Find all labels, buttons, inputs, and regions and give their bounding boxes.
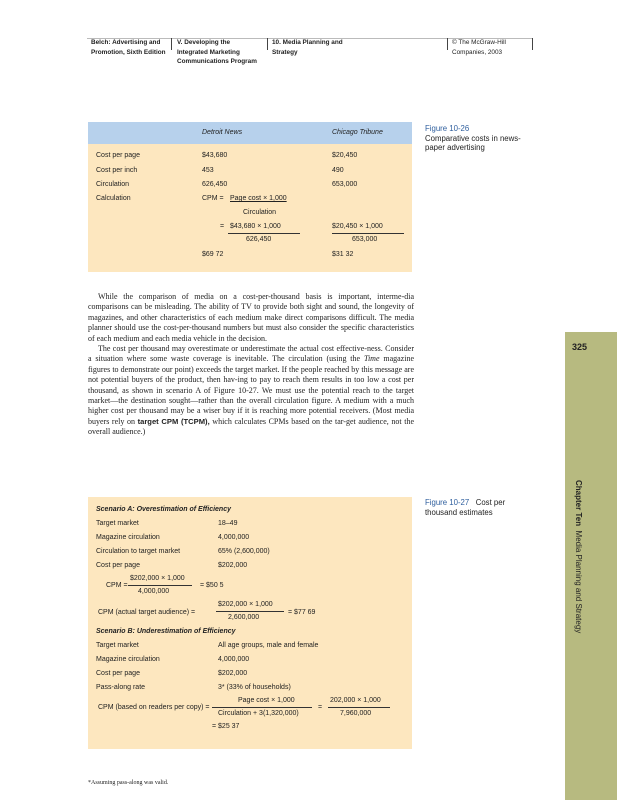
cpm-denominator: 4,000,000 [138,588,170,595]
chicago-denominator: 653,000 [352,236,378,243]
paragraph-2 [88,344,414,438]
header-divider [532,38,533,50]
cpm-formula-denominator: Circulation [243,209,277,216]
chapter-label: Chapter Ten [574,480,583,527]
header-chapter [272,38,343,57]
tcpm-label: CPM (actual target audience) = [98,609,196,616]
cpm-b-label: CPM (based on readers per copy) = [98,704,210,711]
text-run: which calculates CPMs based on the tar-get audience, not the overall audience.) [88,416,414,437]
cell-detroit: 453 [202,167,214,174]
cpm-b-denominator: Circulation + 3(1,320,000) [218,710,299,717]
text-run: The cost per thousand may overestimate or underestimate the actual cost effective-ness. Consider a situation where some waste coverage is inevitable. The circulation (using the [88,344,414,364]
equals-sign: = [220,223,225,230]
row-label: Pass-along rate [96,684,146,691]
figure-10-27-caption [425,498,505,517]
cpm-b-denominator-2: 7,960,000 [340,710,372,717]
detroit-numerator: $43,680 × 1,000 [230,223,281,230]
footnote: *Assuming pass-along was valid. [88,780,169,786]
header-copyright-line2: Companies, 2003 [452,48,503,56]
fraction-bar [212,707,312,708]
header-part [177,38,257,67]
fraction-bar [228,233,300,234]
header-divider [171,38,172,50]
page-number: 325 [572,342,588,352]
cell-detroit: 626,450 [202,181,228,188]
cpm-b-numerator-2: 202,000 × 1,000 [330,697,381,704]
text-run: magazine figures to demonstrate our point) exceeds the target market. If the people reached by this message are not potential buyers of the product, then hav-ing to pay to reach them results in too low a cost per thousand, as shown in scenario A of Figure 10-27. We must use the potential reach to the target market—the destination sought—rather than the overall circulation figure. A medium with a much higher cost per thousand may be a wiser buy if it is reaching more potential receivers. (Most media buyers rely on [88,354,414,426]
paragraph-1: While the comparison of media on a cost-per-thousand basis is important, interme-dia comparisons can be misleading. The ability of TV to provide both sight and sound, the longevity of magazines, and other characteristics of each medium make direct comparisons difficult. The media planner should use the cost-per-thousand numbers but must also consider the specific characteristics of each medium and each media vehicle in the decision. [88,292,414,343]
body-text [88,292,414,438]
fraction-bar [332,233,404,234]
detroit-denominator: 626,450 [246,236,272,243]
cpm-formula-numerator: Page cost × 1,000 [230,195,287,202]
row-label: Cost per page [96,562,140,569]
row-value: $202,000 [218,562,248,569]
fraction-bar [128,585,192,586]
header-part-line3: Communications Program [177,58,257,65]
caption-line: paper advertising [425,143,485,152]
col-header-chicago-tribune: Chicago Tribune [332,129,383,136]
row-label: Cost per page [96,152,140,159]
header-chapter-line1: 10. Media Planning and [272,39,343,46]
chapter-title: Media Planning and Strategy [574,530,583,634]
row-value: 3* (33% of households) [218,684,291,691]
header-chapter-line2: Strategy [272,48,298,56]
row-value: 18–49 [218,520,238,527]
cell-chicago: 490 [332,167,344,174]
tcpm-denominator: 2,600,000 [228,614,260,621]
equals-sign: = [318,704,323,711]
scenario-b-title: Scenario B: Underestimation of Efficiency [96,628,236,635]
cpm-result: = $50 5 [200,582,224,589]
header-book-line2: Promotion, Sixth Edition [91,48,166,56]
caption-line: Comparative costs in news- [425,133,521,143]
row-value: All age groups, male and female [218,642,319,649]
row-label: Magazine circulation [96,534,160,541]
row-label: Target market [96,642,139,649]
header-part-line2: Integrated Marketing [177,48,240,56]
row-label: Cost per page [96,670,140,677]
cpm-formula-label: CPM = [202,195,224,202]
row-label: Cost per inch [96,167,138,174]
fraction-bar [328,707,390,708]
chicago-numerator: $20,450 × 1,000 [332,223,383,230]
cell-detroit: $43,680 [202,152,228,159]
row-label: Circulation [96,181,130,188]
figure-number: Figure 10-26 [425,124,470,133]
header-copyright-line1: © The McGraw-Hill [452,39,506,46]
col-header-detroit-news: Detroit News [202,129,243,136]
header-part-line1: V. Developing the [177,39,231,46]
figure-10-27-table [88,497,412,749]
row-value: 4,000,000 [218,656,250,663]
caption-text: Cost per [475,498,506,507]
row-value: 4,000,000 [218,534,250,541]
scenario-a-title: Scenario A: Overestimation of Efficiency [96,506,231,513]
cell-chicago: 653,000 [332,181,358,188]
cell-chicago: $20,450 [332,152,358,159]
tcpm-numerator: $202,000 × 1,000 [218,601,273,608]
cpm-numerator: $202,000 × 1,000 [130,575,185,582]
detroit-cpm-result: $69 72 [202,251,224,258]
figure-number: Figure 10-27 [425,498,470,507]
figure-10-26-caption [425,124,521,153]
figure-10-26-table [88,122,412,272]
italic-text: Time [363,354,380,364]
cpm-b-numerator: Page cost × 1,000 [238,697,295,704]
tcpm-result: = $77 69 [288,609,316,616]
header-copyright [452,38,506,57]
row-label: Magazine circulation [96,656,160,663]
cpm-label: CPM = [106,582,128,589]
caption-line [425,498,505,508]
row-value: 65% (2,600,000) [218,548,270,555]
header-divider [447,38,448,50]
row-value: $202,000 [218,670,248,677]
header-book-line1: Belch: Advertising and [91,39,161,46]
header-book [91,38,166,57]
row-label: Target market [96,520,139,527]
key-term: target CPM (TCPM), [137,416,210,426]
calculation-label: Calculation [96,195,131,202]
chapter-sidebar [565,332,617,800]
chicago-cpm-result: $31 32 [332,251,354,258]
row-label: Circulation to target market [96,548,181,555]
caption-line: thousand estimates [425,507,493,517]
chapter-running-title [574,480,583,633]
fraction-bar [216,611,284,612]
header-divider [267,38,268,50]
cpm-b-result: = $25 37 [212,723,240,730]
